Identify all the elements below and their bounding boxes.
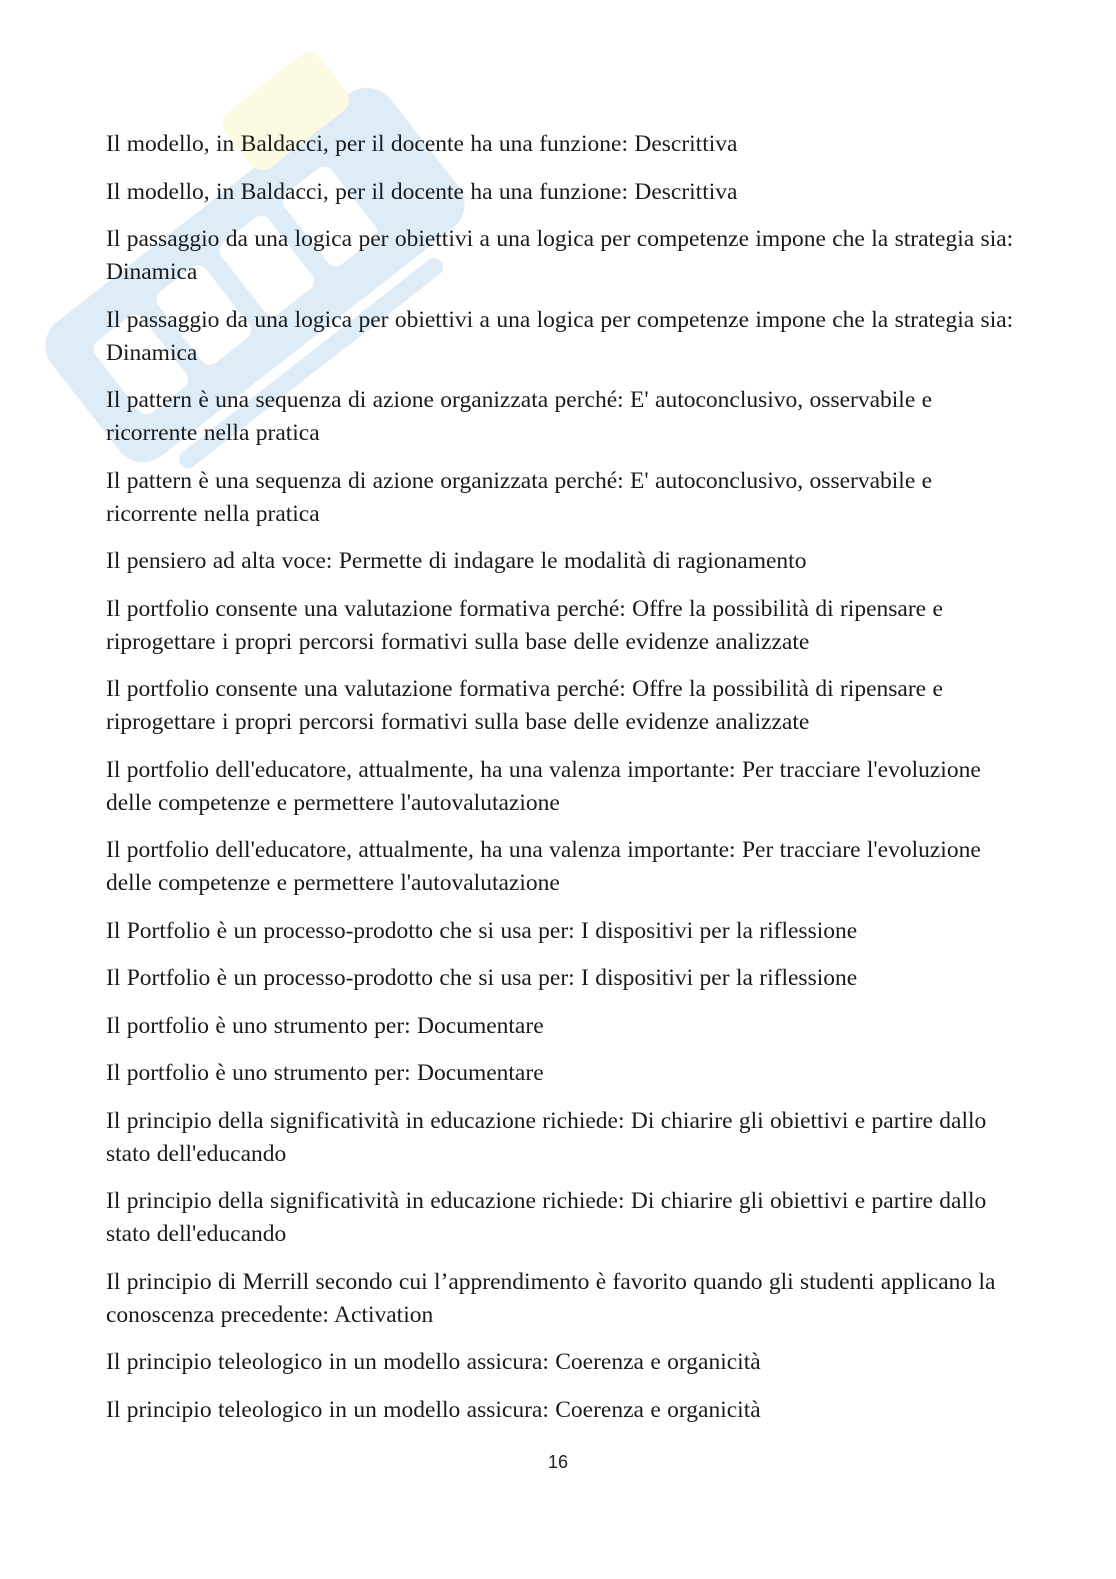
quiz-entry: Il portfolio è uno strumento per: Documentare bbox=[106, 1012, 544, 1039]
quiz-entry: Il principio di Merrill secondo cui l’apprendimento è favorito quando gli studenti applicano la conoscenza precedente: Activation bbox=[106, 1268, 996, 1328]
quiz-entry: Il portfolio consente una valutazione formativa perché: Offre la possibilità di ripensare e riprogettare i propri percorsi formativi sulla base delle evidenze analizzate bbox=[106, 595, 943, 655]
quiz-entry: Il pattern è una sequenza di azione organizzata perché: E' autoconclusivo, osservabile e ricorrente nella pratica bbox=[106, 467, 933, 527]
quiz-entry: Il portfolio consente una valutazione formativa perché: Offre la possibilità di ripensare e riprogettare i propri percorsi formativi sulla base delle evidenze analizzate bbox=[106, 676, 943, 735]
quiz-entry: Il Portfolio è un processo-prodotto che si usa per: I dispositivi per la riflessione bbox=[106, 917, 858, 944]
quiz-entry: Il modello, in Baldacci, per il docente ha una funzione: Descrittiva bbox=[106, 178, 738, 205]
quiz-entry: Il passaggio da una logica per obiettivi a una logica per competenze impone che la strategia sia: Dinamica bbox=[106, 226, 1014, 285]
quiz-entry: Il pensiero ad alta voce: Permette di indagare le modalità di ragionamento bbox=[106, 548, 807, 574]
quiz-entry: Il principio teleologico in un modello assicura: Coerenza e organicità bbox=[106, 1396, 761, 1423]
quiz-entry: Il portfolio è uno strumento per: Documentare bbox=[106, 1060, 544, 1086]
quiz-entry: Il principio della significatività in educazione richiede: Di chiarire gli obiettivi e partire dallo stato dell'educando bbox=[106, 1188, 987, 1247]
page-number: 16 bbox=[547, 1452, 569, 1472]
quiz-entry: Il principio della significatività in educazione richiede: Di chiarire gli obiettivi e partire dallo stato dell'educando bbox=[106, 1107, 987, 1167]
quiz-entry: Il portfolio dell'educatore, attualmente, ha una valenza importante: Per tracciare l'evoluzione delle competenze e permettere l'autovalutazione bbox=[106, 837, 981, 896]
quiz-entry: Il principio teleologico in un modello assicura: Coerenza e organicità bbox=[106, 1349, 761, 1375]
quiz-entry: Il Portfolio è un processo-prodotto che si usa per: I dispositivi per la riflessione bbox=[106, 965, 858, 991]
quiz-entry: Il passaggio da una logica per obiettivi a una logica per competenze impone che la strategia sia: Dinamica bbox=[106, 306, 1014, 366]
quiz-entry: Il pattern è una sequenza di azione organizzata perché: E' autoconclusivo, osservabile e ricorrente nella pratica bbox=[106, 387, 933, 446]
quiz-entry: Il modello, in Baldacci, per il docente ha una funzione: Descrittiva bbox=[106, 131, 738, 157]
quiz-entry: Il portfolio dell'educatore, attualmente, ha una valenza importante: Per tracciare l'evoluzione delle competenze e permettere l'autovalutazione bbox=[106, 756, 981, 816]
document-body bbox=[106, 128, 1026, 1441]
